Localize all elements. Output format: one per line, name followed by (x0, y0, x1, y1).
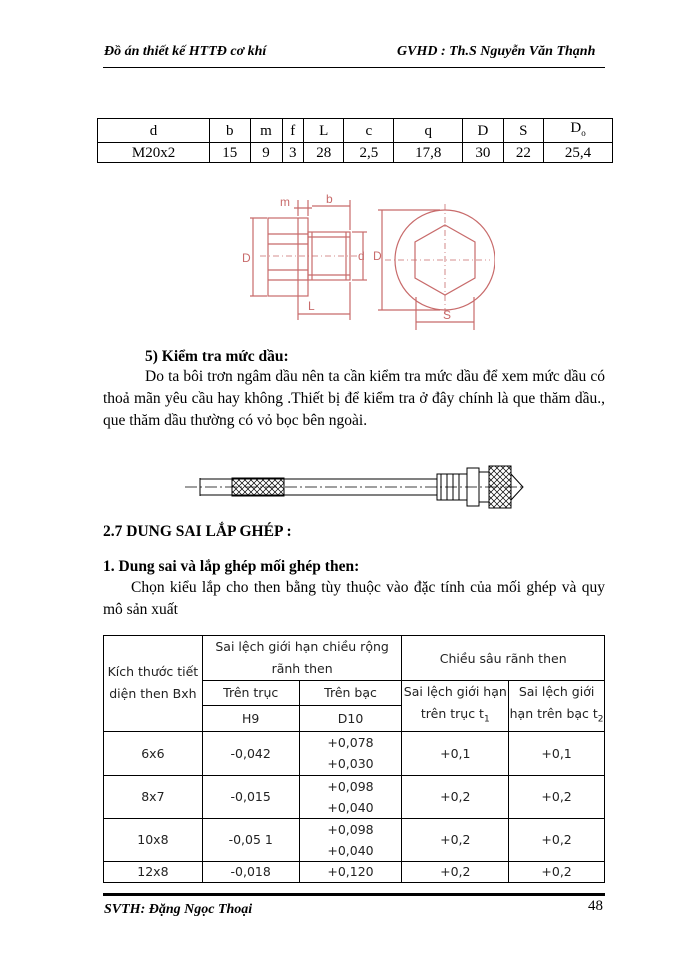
label-D: D (373, 249, 382, 263)
cell-h9: -0,042 (202, 731, 299, 775)
table-header-row (98, 119, 613, 143)
cell: 3 (282, 143, 303, 163)
cell-t1: +0,2 (402, 818, 509, 861)
th-c: c (344, 119, 394, 143)
th-sl-truc-text: Sai lệch giới hạn trên trục t (403, 684, 507, 721)
footer-rule (103, 893, 605, 896)
cell-t2: +0,2 (509, 861, 605, 882)
cell-size: 10x8 (104, 818, 203, 861)
key-tolerance-table (103, 635, 605, 883)
drain-plug-drawing (240, 192, 495, 332)
cell: 22 (503, 143, 543, 163)
th-d10: D10 (299, 705, 402, 731)
th-m: m (250, 119, 282, 143)
label-S: S (443, 308, 452, 322)
section5-title: 5) Kiểm tra mức dầu: (145, 348, 289, 365)
th-tren-truc: Trên trục (202, 681, 299, 706)
cell-d10-upper: +0,098 (327, 821, 374, 837)
label-b: b (326, 192, 333, 206)
header-left: Đồ án thiết kế HTTĐ cơ khí (104, 44, 267, 59)
table-row (104, 818, 605, 861)
header-right: GVHD : Th.S Nguyễn Văn Thạnh (397, 44, 596, 59)
cell-size: 8x7 (104, 775, 203, 818)
label-D0: D (242, 251, 251, 265)
cell-d10-upper: +0,098 (327, 778, 374, 794)
table-row (98, 143, 613, 163)
section5-text: Do ta bôi trơn ngâm dầu nên ta cần kiểm tra mức dầu để xem mức dầu có thoả mãn yêu cầu hay không .Thiết bị để kiểm tra ở đây chính là que thăm dầu., que thăm dầu thường có vỏ bọc bên ngoài. (103, 368, 605, 429)
th-sl-truc-sub: 1 (483, 714, 490, 725)
th-sl-bac (509, 681, 605, 732)
th-D0-main: D (570, 120, 582, 136)
dipstick-drawing (185, 462, 530, 512)
table-row (104, 861, 605, 882)
cell-size: 6x6 (104, 731, 203, 775)
cell-t1: +0,1 (402, 731, 509, 775)
th-tren-bac: Trên bạc (299, 681, 402, 706)
subsection1-text: Chọn kiểu lắp cho then bằng tùy thuộc vào đặc tính của mối ghép và quy mô sản xuất (103, 579, 605, 618)
cell-d10 (299, 731, 402, 775)
cell-h9: -0,015 (202, 775, 299, 818)
table-header-row (104, 636, 605, 681)
page-number: 48 (588, 898, 603, 914)
table-row (104, 775, 605, 818)
th-D: D (463, 119, 503, 143)
th-sl-truc (402, 681, 509, 732)
cell-d10 (299, 775, 402, 818)
cell-t2: +0,1 (509, 731, 605, 775)
cell-t1: +0,2 (402, 775, 509, 818)
cell-d10-lower: +0,040 (327, 799, 374, 815)
bolt-dimension-table (97, 118, 613, 163)
th-D0 (544, 119, 613, 143)
cell: 17,8 (394, 143, 463, 163)
cell: 9 (250, 143, 282, 163)
cell-h9: -0,018 (202, 861, 299, 882)
th-L: L (303, 119, 343, 143)
th-f: f (282, 119, 303, 143)
th-S: S (503, 119, 543, 143)
cell-t2: +0,2 (509, 775, 605, 818)
th-sl-bac-text: Sai lệch giới hạn trên bạc t (509, 684, 598, 721)
th-sai-lech-rong: Sai lệch giới hạn chiều rộng rãnh then (202, 636, 402, 681)
cell-d10: +0,120 (299, 861, 402, 882)
th-kich-thuoc: Kích thước tiết diện then Bxh (104, 636, 203, 732)
th-q: q (394, 119, 463, 143)
th-chieu-sau: Chiều sâu rãnh then (402, 636, 605, 681)
cell: 25,4 (544, 143, 613, 163)
label-L: L (308, 299, 315, 313)
cell-h9: -0,05 1 (202, 818, 299, 861)
label-m: m (280, 195, 290, 209)
th-D0-sub: o (581, 128, 586, 138)
th-h9: H9 (202, 705, 299, 731)
cell: 2,5 (344, 143, 394, 163)
cell-t2: +0,2 (509, 818, 605, 861)
cell-d10-upper: +0,078 (327, 735, 374, 750)
cell-d10 (299, 818, 402, 861)
cell-t1: +0,2 (402, 861, 509, 882)
section27-title: 2.7 DUNG SAI LẮP GHÉP : (103, 523, 292, 540)
cell: 15 (210, 143, 250, 163)
table-row (104, 731, 605, 775)
label-d: d (358, 249, 365, 263)
th-d: d (98, 119, 210, 143)
cell: 30 (463, 143, 503, 163)
cell-d10-lower: +0,030 (327, 756, 374, 771)
th-sl-bac-sub: 2 (597, 714, 604, 725)
footer-left: SVTH: Đặng Ngọc Thoại (104, 902, 253, 917)
cell-d10-lower: +0,040 (327, 842, 374, 858)
header-rule (103, 67, 605, 68)
cell: 28 (303, 143, 343, 163)
th-b: b (210, 119, 250, 143)
cell: M20x2 (98, 143, 210, 163)
subsection1-title: 1. Dung sai và lắp ghép mối ghép then: (103, 558, 360, 575)
cell-size: 12x8 (104, 861, 203, 882)
